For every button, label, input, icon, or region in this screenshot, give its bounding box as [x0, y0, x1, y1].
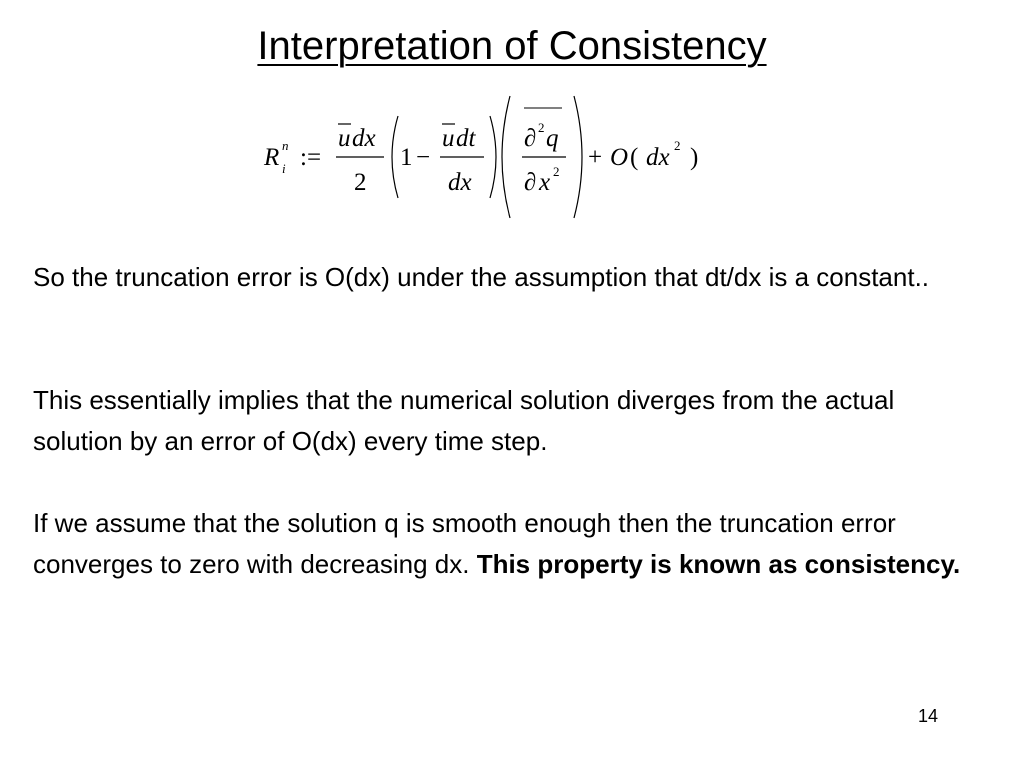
slide-number: 14 — [917, 706, 938, 726]
paragraph-3 — [33, 503, 973, 585]
eq-frac1-denominator: 2 — [354, 169, 367, 196]
paragraph-3-text: If we assume that the solution q is smooth enough then the truncation error converges to zero with decreasing dx. — [33, 508, 896, 579]
eq-frac1-u: u — [338, 125, 351, 152]
eq-frac3-x: x — [539, 169, 551, 196]
slide-title: Interpretation of Consistency — [257, 24, 767, 68]
eq-plus: + — [588, 144, 603, 171]
eq-paren2-right — [574, 96, 582, 218]
eq-frac1-dx: dx — [352, 125, 376, 152]
consistency-definition-bold: This property is known as consistency. — [476, 549, 961, 579]
eq-close-paren: ) — [690, 144, 699, 171]
eq-frac3-exp-top: 2 — [538, 120, 545, 135]
eq-big-o: O — [610, 144, 629, 171]
eq-frac3-q: q — [546, 125, 559, 152]
eq-frac3-partial-top: ∂ — [524, 125, 537, 152]
eq-dx: dx — [646, 144, 670, 171]
paragraph-1-text: So the truncation error is O(dx) under the assumption that dt/dx is a constant.. — [33, 262, 930, 292]
paragraph-divergence — [33, 380, 973, 462]
truncation-error-equation — [258, 88, 718, 228]
eq-open-paren: ( — [630, 144, 639, 171]
paragraph-truncation-error — [33, 257, 973, 298]
eq-paren1-right — [490, 116, 496, 198]
paragraph-2-text: This essentially implies that the numerical solution diverges from the actual solution by an error of O(dx) every time step. — [33, 385, 895, 456]
eq-frac2-dt: dt — [456, 125, 476, 152]
eq-paren2-left — [502, 96, 510, 218]
eq-lhs-symbol: R — [264, 144, 280, 171]
eq-minus: − — [416, 144, 431, 171]
eq-dx-exponent: 2 — [674, 138, 681, 153]
eq-one: 1 — [400, 144, 413, 171]
eq-lhs-superscript: n — [282, 138, 289, 153]
eq-assign-operator: := — [300, 144, 322, 171]
paragraph-consistency — [33, 503, 973, 585]
eq-frac2-u: u — [442, 125, 455, 152]
eq-frac2-denominator: dx — [448, 169, 472, 196]
eq-paren1-left — [392, 116, 398, 198]
eq-lhs-subscript: i — [282, 161, 286, 176]
eq-frac3-partial-bottom: ∂ — [524, 169, 537, 196]
eq-frac3-exp-bottom: 2 — [553, 164, 560, 179]
